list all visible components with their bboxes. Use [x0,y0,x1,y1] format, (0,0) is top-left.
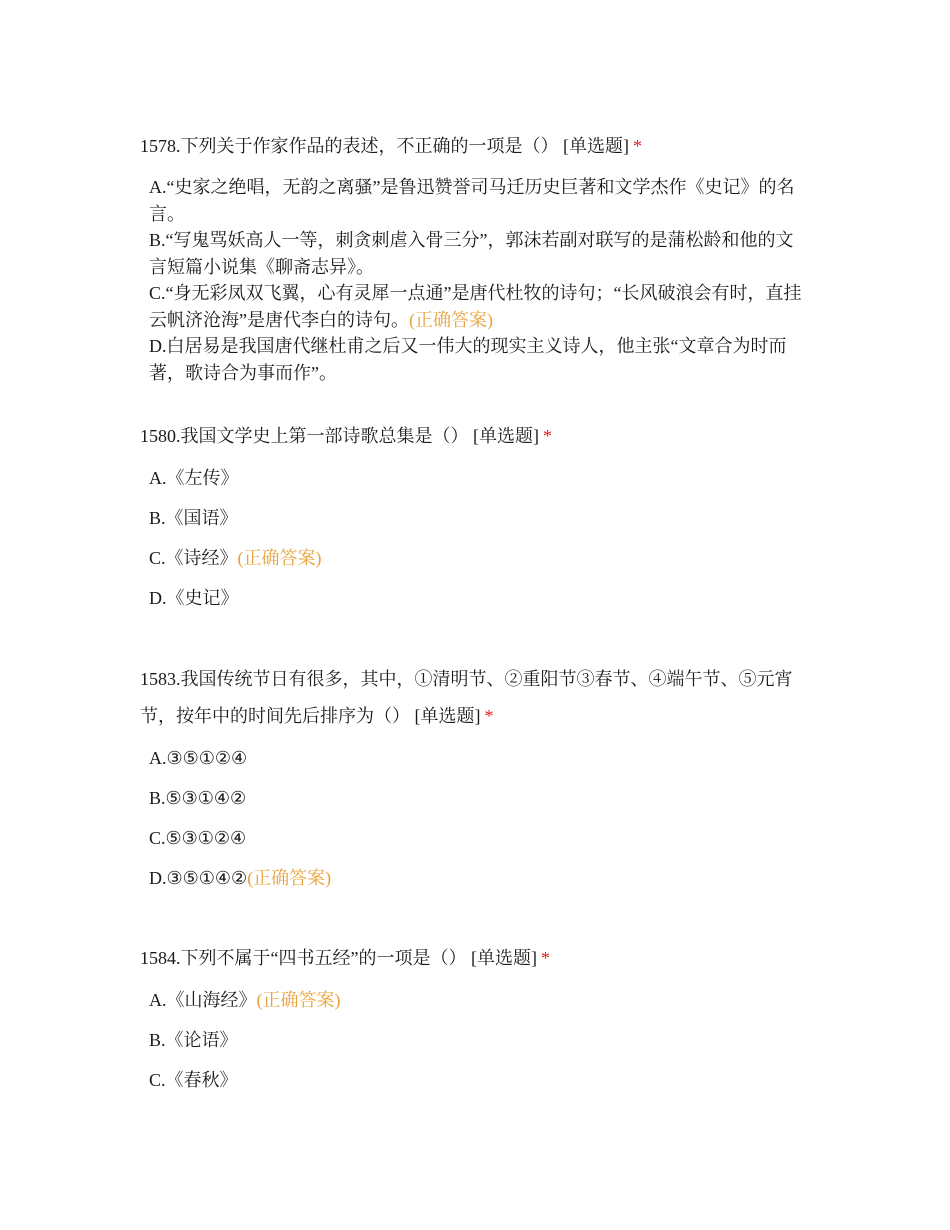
required-mark: * [543,426,552,446]
option-c[interactable]: C.“身无彩凤双飞翼，心有灵犀一点通”是唐代杜牧的诗句；“长风破浪会有时，直挂云帆济沧海”是唐代李白的诗句。(正确答案) [149,283,802,330]
question-title: 1584.下列不属于“四书五经”的一项是（） [单选题] * [140,948,550,968]
option-a[interactable]: A.③⑤①②④ [149,748,248,768]
question-1584 [140,940,810,1100]
correct-answer-tag: (正确答案) [237,548,322,568]
question-title: 1578.下列关于作家作品的表述，不正确的一项是（） [单选题] * [140,136,642,156]
option-list [140,738,810,898]
correct-answer-tag: (正确答案) [256,990,341,1010]
question-1583 [140,661,810,898]
question-title: 1583.我国传统节日有很多，其中，①清明节、②重阳节③春节、④端午节、⑤元宵节，按年中的时间先后排序为（） [单选题] * [140,669,793,726]
question-title: 1580.我国文学史上第一部诗歌总集是（） [单选题] * [140,426,552,446]
option-a[interactable]: A.“史家之绝唱，无韵之离骚”是鲁迅赞誉司马迁历史巨著和文学杰作《史记》的名言。 [149,177,795,224]
option-d[interactable]: D.③⑤①④②(正确答案) [149,868,332,888]
option-a[interactable]: A.《山海经》(正确答案) [149,990,341,1010]
option-c[interactable]: C.《春秋》 [149,1070,238,1090]
option-list [140,980,810,1100]
option-d[interactable]: D.白居易是我国唐代继杜甫之后又一伟大的现实主义诗人，他主张“文章合为时而著，歌诗合为事而作”。 [149,336,787,383]
option-b[interactable]: B.《国语》 [149,508,238,528]
correct-answer-tag: (正确答案) [409,309,493,330]
required-mark: * [633,136,642,156]
option-a[interactable]: A.《左传》 [149,468,239,488]
option-b[interactable]: B.“写鬼骂妖高人一等，刺贪刺虐入骨三分”，郭沫若副对联写的是蒲松龄和他的文言短篇小说集《聊斋志异》。 [149,230,794,277]
question-1580 [140,418,810,618]
option-b[interactable]: B.⑤③①④② [149,788,247,808]
question-1578 [140,128,810,386]
required-mark: * [484,706,494,726]
option-list [140,458,810,618]
correct-answer-tag: (正确答案) [247,868,332,888]
option-list [140,174,810,386]
option-b[interactable]: B.《论语》 [149,1030,238,1050]
option-c[interactable]: C.⑤③①②④ [149,828,247,848]
option-d[interactable]: D.《史记》 [149,588,239,608]
required-mark: * [540,948,550,968]
option-c[interactable]: C.《诗经》(正确答案) [149,548,322,568]
